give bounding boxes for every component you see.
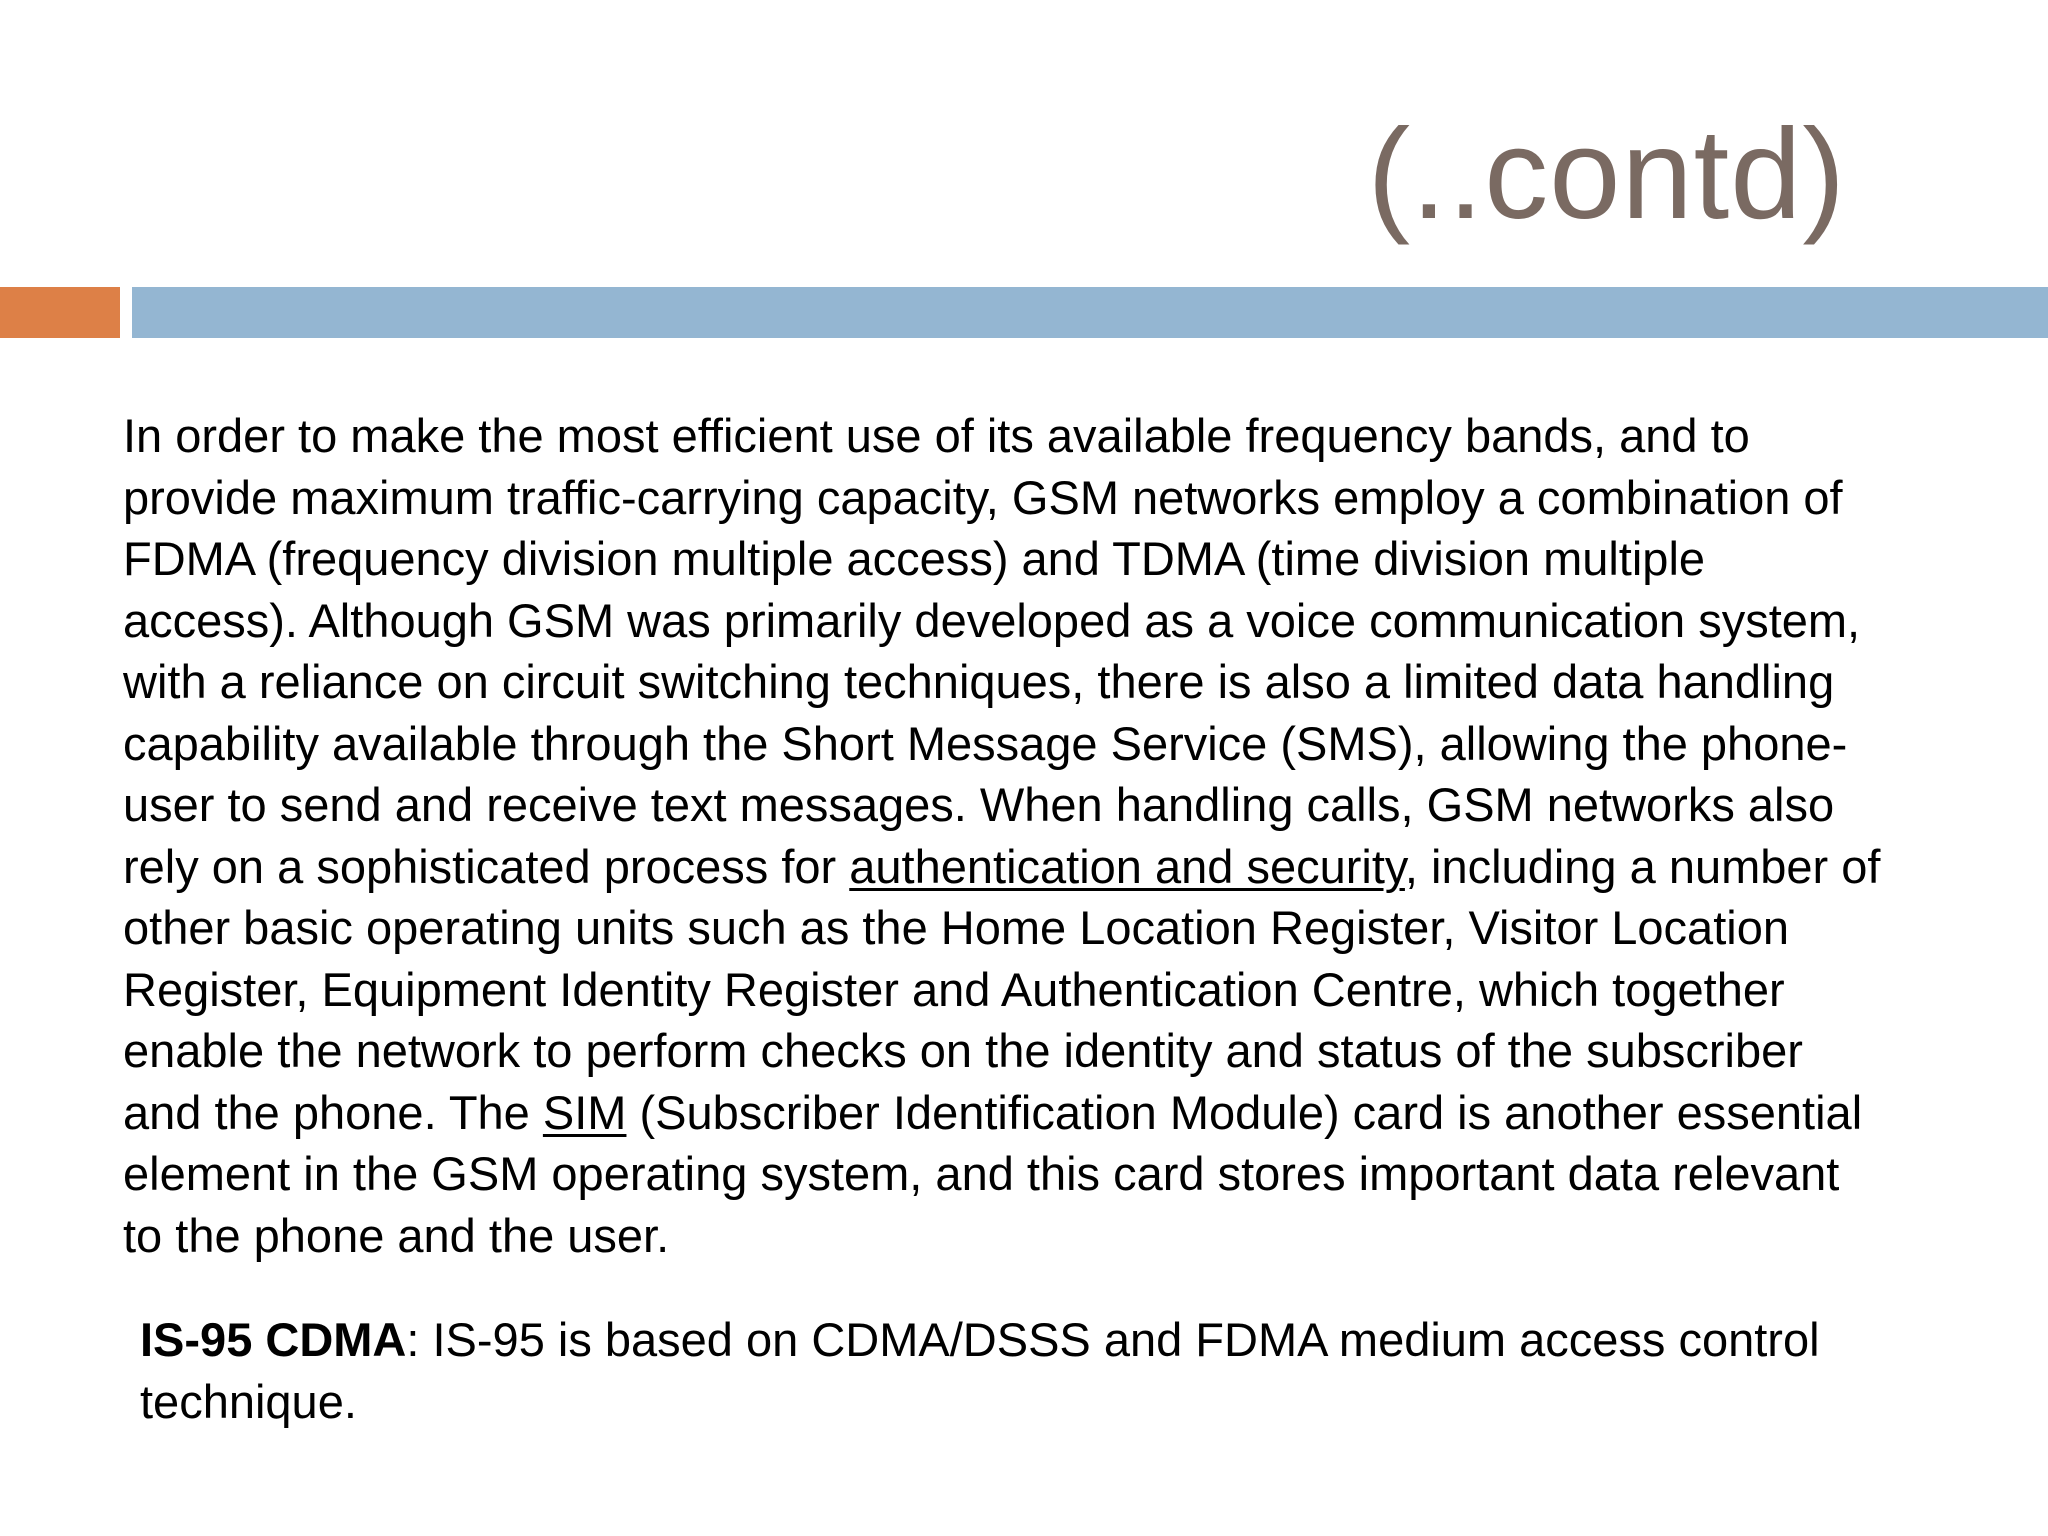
sim-link[interactable]: SIM [542,1085,627,1139]
body-paragraph [123,405,1883,1266]
accent-bar-orange [0,287,120,338]
authentication-security-link[interactable]: authentication and security [849,839,1405,893]
body-text-part2: , including a number of other basic operating units such as the Home Location Register, Visitor Location Register, Equipment Identity Register and Authentication Centre, which together enable the network to perform checks on the identity and status of the subscriber and the phone. The [123,839,1881,1139]
is95-label: IS-95 CDMA [140,1313,407,1366]
is95-text: : IS-95 is based on CDMA/DSSS and FDMA medium access control technique. [140,1313,1820,1428]
accent-bar-blue [132,287,2048,338]
slide-title: (..contd) [1367,103,1846,246]
body-text-part3: (Subscriber Identification Module) card is another essential element in the GSM operating system, and this card stores important data relevant to the phone and the user. [123,1085,1863,1262]
body-text-part1: In order to make the most efficient use of its available frequency bands, and to provide maximum traffic-carrying capacity, GSM networks employ a combination of FDMA (frequency division multiple access) and TDMA (time division multiple access). Although GSM was primarily developed as a voice communication system, with a reliance on circuit switching techniques, there is also a limited data handling capability available through the Short Message Service (SMS), allowing the phone-user to send and receive text messages. When handling calls, GSM networks also rely on a sophisticated process for [123,409,1861,893]
is95-note [140,1309,1900,1432]
